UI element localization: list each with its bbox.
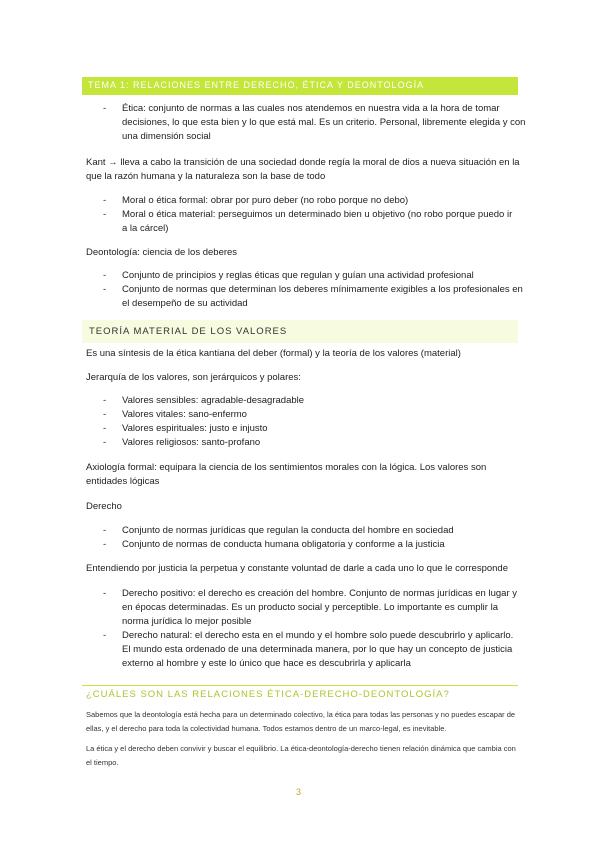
deont-bullet-2-line-1: Conjunto de normas que determinan los deberes mínimamente exigibles a los profesionales en (122, 284, 523, 295)
para1-line-2: ellas, y el derecho para toda la colectividad humana. Todos estamos dentro de un marco-legal, es inevitable. (86, 724, 447, 733)
bullet-dash: - (103, 409, 107, 420)
derecho-bullet-1: Conjunto de normas jurídicas que regulan la conducta del hombre en sociedad (122, 525, 454, 536)
positivo-line-3: norma jurídica lo mejor posible (122, 616, 252, 627)
deont-bullet-1: Conjunto de principios y reglas éticas que regulan y guían una actividad profesional (122, 270, 474, 281)
positivo-line-1: Derecho positivo: el derecho es creación del hombre. Conjunto de normas jurídicas en lugar y (122, 588, 517, 599)
valor-item: Valores sensibles: agradable-desagradable (122, 395, 305, 406)
positivo-line-2: en épocas determinadas. Es un producto social y perceptible. Lo importante es cumplir la (122, 602, 498, 613)
moral-formal: Moral o ética formal: obrar por puro deber (no robo porque no debo) (122, 195, 409, 206)
natural-line-2: El mundo esta ordenado de una determinada manera, por lo que hay un concepto de justicia (122, 644, 513, 655)
derecho-label: Derecho (86, 501, 122, 512)
para1-line-1: Sabemos que la deontología está hecha para un determinado colectivo, la ética para todas las personas y no puedes escapar de (86, 710, 516, 719)
deont-bullet-2-line-2: el desempeño de su actividad (122, 298, 248, 309)
moral-material-line-1: Moral o ética material: perseguimos un determinado bien u objetivo (no robo porque puedo ir (122, 209, 513, 220)
deontologia-definition: Deontología: ciencia de los deberes (86, 247, 238, 258)
bullet-dash: - (103, 103, 107, 114)
etica-line-3: una dimensión social (122, 131, 211, 142)
kant-line-1: Kant → lleva a cabo la transición de una sociedad donde regía la moral de dios a nueva situación en la (86, 157, 520, 168)
bullet-dash: - (103, 525, 107, 536)
bullet-dash: - (103, 195, 107, 206)
etica-line-1: Ética: conjunto de normas a las cuales nos atendemos en nuestra vida a la hora de tomar (122, 103, 500, 114)
sintesis-text: Es una síntesis de la ética kantiana del deber (formal) y la teoría de los valores (material) (86, 348, 461, 359)
kant-line-2: que la razón humana y la naturaleza son la base de todo (86, 171, 326, 182)
etica-line-2: decisiones, lo que esta bien y lo que está mal. Es un criterio. Personal, libremente elegida y con (122, 117, 526, 128)
natural-line-1: Derecho natural: el derecho esta en el mundo y el hombre solo puede descubrirlo y aplicarlo. (122, 630, 514, 641)
valor-item: Valores religiosos: santo-profano (122, 437, 261, 448)
bullet-dash: - (103, 270, 107, 281)
heading-tema-1-text: TEMA 1: RELACIONES ENTRE DERECHO, ÉTICA Y DEONTOLOGÍA (88, 80, 425, 90)
para2-line-2: el tiempo. (86, 758, 119, 767)
jerarquia-text: Jerarquía de los valores, son jerárquicos y polares: (86, 372, 301, 383)
bullet-dash: - (103, 395, 107, 406)
heading-relaciones: ¿CUÁLES SON LAS RELACIONES ÉTICA-DERECHO-DEONTOLOGÍA? (86, 689, 450, 700)
heading-teoria-material (82, 320, 518, 343)
bullet-dash: - (103, 539, 107, 550)
bullet-dash: - (103, 284, 107, 295)
bullet-dash: - (103, 437, 107, 448)
heading-3-rule (82, 685, 518, 686)
heading-tema-1 (82, 77, 518, 95)
derecho-bullet-2: Conjunto de normas de conducta humana obligatoria y conforme a la justicia (122, 539, 445, 550)
valor-item: Valores espirituales: justo e injusto (122, 423, 268, 434)
natural-line-3: externo al hombre y este lo único que hace es descubrirla y aplicarla (122, 658, 411, 669)
bullet-dash: - (103, 423, 107, 434)
axiologia-line-2: entidades lógicas (86, 476, 160, 487)
para2-line-1: La ética y el derecho deben convivir y buscar el equilibrio. La ética-deontología-derecho tienen relación dinámica que cambia con (86, 744, 516, 753)
bullet-dash: - (103, 209, 107, 220)
page-number: 3 (296, 787, 302, 797)
bullet-dash: - (103, 630, 107, 641)
moral-material-line-2: a la cárcel) (122, 223, 169, 234)
bullet-dash: - (103, 588, 107, 599)
valor-item: Valores vitales: sano-enfermo (122, 409, 247, 420)
heading-teoria-material-text: TEORÍA MATERIAL DE LOS VALORES (89, 326, 288, 337)
entendiendo-text: Entendiendo por justicia la perpetua y constante voluntad de darle a cada uno lo que le corresponde (86, 563, 508, 574)
axiologia-line-1: Axiología formal: equipara la ciencia de los sentimientos morales con la lógica. Los valores son (86, 462, 487, 473)
